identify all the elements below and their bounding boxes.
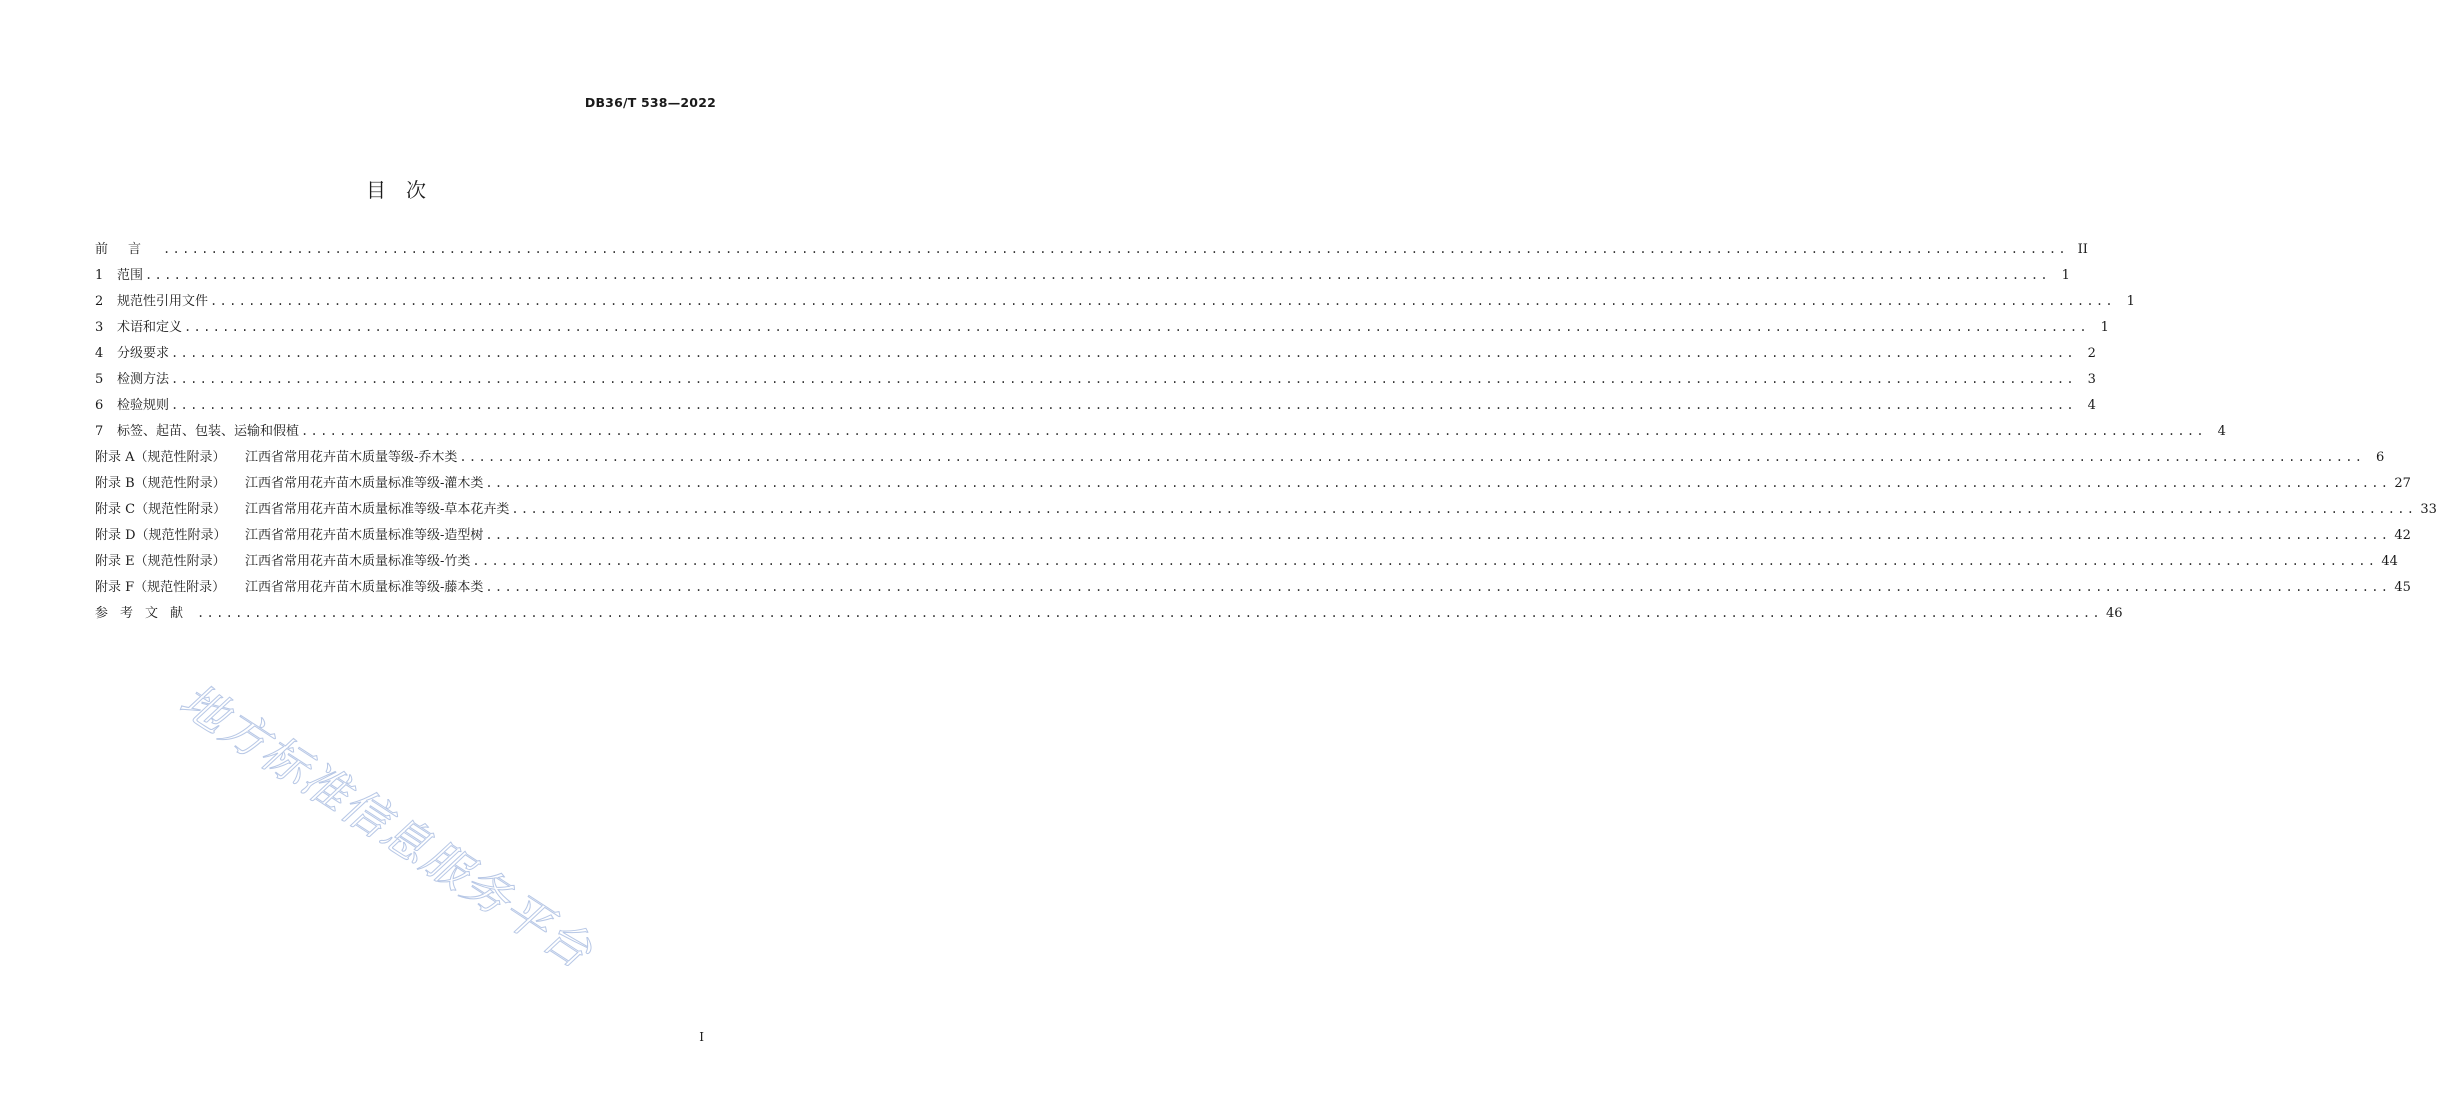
toc-page-number: 2 [2087,346,2096,361]
page-number: I [699,1030,704,1044]
toc-dot-leader: ........................................................................................................................................................................................................ [485,476,2391,490]
toc-entry-label [95,342,169,361]
toc-dot-leader: ........................................................................................................................................................................................................ [485,528,2391,542]
toc-dot-leader: ........................................................................................................................................................................................................ [197,606,2102,620]
document-code: DB36/T 538—2022 [584,95,716,110]
toc-entry[interactable] [95,576,2411,602]
toc-entry-title: 标签、起苗、包装、运输和假植 [117,424,300,439]
toc-dot-leader: ........................................................................................................................................................................................................ [171,372,2076,386]
toc-page-number: 3 [2087,372,2096,387]
toc-dot-leader: ........................................................................................................................................................................................................ [145,268,2050,282]
toc-entry-label [95,316,182,335]
toc-dot-leader: ........................................................................................................................................................................................................ [485,580,2391,594]
toc-dot-leader: ........................................................................................................................................................................................................ [171,346,2076,360]
toc-entry-title: 检验规则 [117,398,170,413]
toc-entry-title: 江西省常用花卉苗木质量标准等级-竹类 [245,554,471,569]
toc-page-number: 45 [2394,580,2411,595]
table-of-contents [95,238,2437,628]
toc-page-number: 27 [2394,476,2411,491]
toc-entry[interactable] [95,290,2135,316]
toc-entry-title: 范围 [117,268,144,283]
toc-entry-title: 分级要求 [117,346,170,361]
toc-page-number: 6 [2376,450,2385,465]
toc-entry-label [95,238,161,257]
toc-annex-designation: 附录 D（规范性附录） [95,528,227,543]
toc-entry-label [95,446,457,465]
toc-entry-label [95,498,509,517]
toc-dot-leader: ........................................................................................................................................................................................................ [210,294,2115,308]
toc-entry-title: 检测方法 [117,372,170,387]
toc-entry[interactable] [95,368,2096,394]
toc-entry-label [95,420,299,439]
toc-entry[interactable] [95,498,2437,524]
toc-entry[interactable] [95,264,2070,290]
toc-entry-title: 参考文献 [95,606,196,621]
toc-entry[interactable] [95,342,2096,368]
toc-page-number: 1 [2061,268,2070,283]
toc-section-number: 7 [95,424,104,439]
toc-page-number: 46 [2105,606,2123,621]
toc-page-number: 42 [2394,528,2411,543]
toc-section-number: 3 [95,320,104,335]
toc-dot-leader: ........................................................................................................................................................................................................ [511,502,2417,516]
toc-entry-title: 江西省常用花卉苗木质量标准等级-造型树 [245,528,484,543]
toc-page-number: 4 [2217,424,2226,439]
toc-page-number: 44 [2381,554,2398,569]
toc-entry[interactable] [95,316,2109,342]
toc-entry-label [95,550,470,569]
toc-entry-label [95,368,169,387]
toc-page-number: 4 [2087,398,2096,413]
toc-dot-leader: ........................................................................................................................................................................................................ [459,450,2365,464]
toc-dot-leader: ........................................................................................................................................................................................................ [171,398,2076,412]
toc-annex-designation: 附录 C（规范性附录） [95,502,227,517]
toc-annex-designation: 附录 B（规范性附录） [95,476,226,491]
toc-entry-title: 术语和定义 [117,320,183,335]
toc-entry[interactable] [95,602,2123,628]
toc-dot-leader: ........................................................................................................................................................................................................ [184,320,2089,334]
toc-dot-leader: ........................................................................................................................................................................................................ [163,242,2068,256]
toc-section-number: 6 [95,398,104,413]
toc-entry-label [95,290,208,309]
toc-annex-designation: 附录 A（规范性附录） [95,450,226,465]
toc-entry[interactable] [95,550,2398,576]
toc-page-number: 33 [2420,502,2437,517]
toc-section-number: 2 [95,294,104,309]
toc-entry-title: 江西省常用花卉苗木质量等级-乔木类 [245,450,458,465]
toc-page-number: 1 [2100,320,2109,335]
toc-entry[interactable] [95,446,2385,472]
toc-entry[interactable] [95,238,2088,264]
toc-entry-title: 前言 [95,242,162,257]
toc-entry-label [95,264,143,283]
toc-entry[interactable] [95,472,2411,498]
toc-section-number: 4 [95,346,104,361]
toc-section-number: 5 [95,372,104,387]
toc-dot-leader: ........................................................................................................................................................................................................ [301,424,2206,438]
watermark: 地方标准信息服务平台 [170,672,603,980]
toc-entry[interactable] [95,420,2226,446]
toc-entry-label [95,524,483,543]
toc-entry-title: 江西省常用花卉苗木质量标准等级-草本花卉类 [245,502,510,517]
toc-entry[interactable] [95,524,2411,550]
toc-page-number: 1 [2126,294,2135,309]
toc-entry-label [95,394,169,413]
toc-page-number: II [2077,242,2088,257]
toc-section-number: 1 [95,268,104,283]
toc-entry-title: 江西省常用花卉苗木质量标准等级-藤本类 [245,580,484,595]
toc-entry-label [95,602,195,621]
toc-annex-designation: 附录 F（规范性附录） [95,580,226,595]
toc-entry-label [95,576,483,595]
toc-entry-title: 江西省常用花卉苗木质量标准等级-灌木类 [245,476,484,491]
toc-entry[interactable] [95,394,2096,420]
toc-annex-designation: 附录 E（规范性附录） [95,554,226,569]
toc-title: 目次 [366,178,446,202]
toc-entry-label [95,472,483,491]
toc-dot-leader: ........................................................................................................................................................................................................ [472,554,2378,568]
toc-entry-title: 规范性引用文件 [117,294,209,309]
